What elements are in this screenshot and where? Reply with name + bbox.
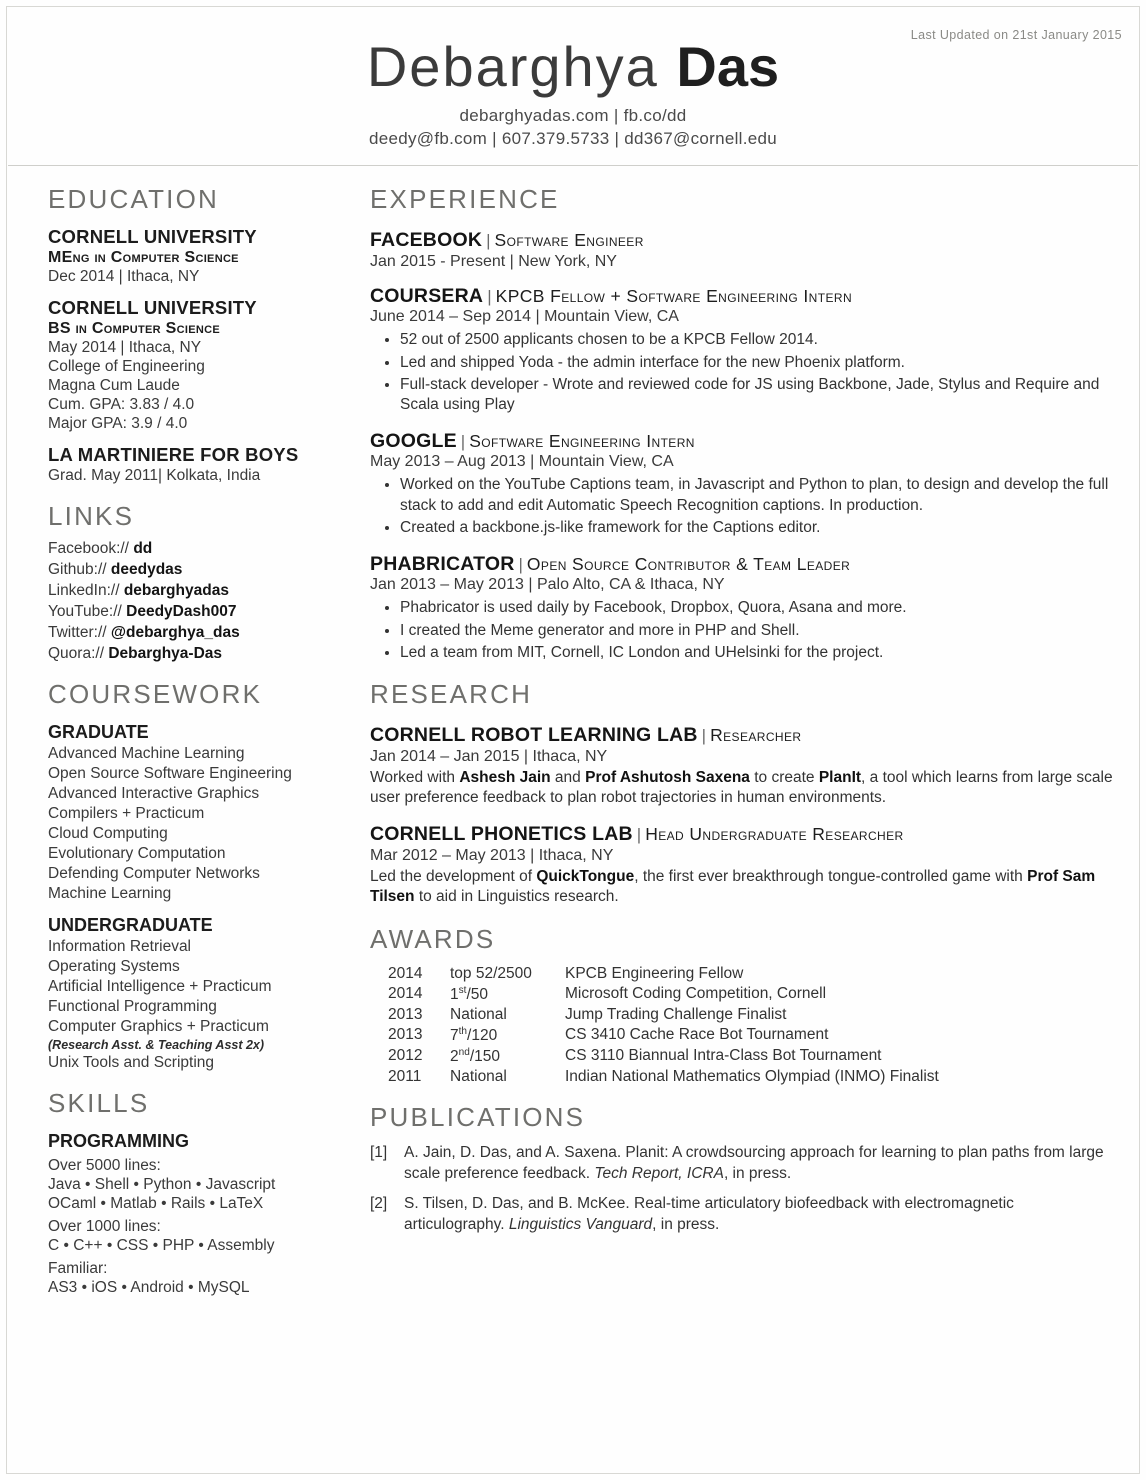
section-title-coursework: COURSEWORK — [48, 679, 263, 710]
section-title-research: RESEARCH — [370, 679, 533, 710]
link-handle: DeedyDash007 — [126, 603, 237, 621]
separator: | — [701, 726, 707, 746]
education-list — [48, 226, 326, 485]
research-heading — [370, 724, 1116, 746]
experience-heading — [370, 229, 1116, 251]
list-item: Evolutionary Computation — [48, 845, 226, 863]
education-detail: Magna Cum Laude — [48, 377, 180, 395]
award-rank: National — [450, 1068, 507, 1086]
list-item: Computer Graphics + Practicum — [48, 1018, 269, 1036]
experience-meta: Jan 2015 - Present | New York, NY — [370, 252, 617, 270]
experience-role: Software Engineering Intern — [469, 430, 695, 451]
education-detail: Grad. May 2011| Kolkata, India — [48, 467, 261, 485]
left-column — [48, 184, 348, 1297]
separator: | — [460, 431, 466, 451]
award-rank: 1st/50 — [450, 984, 489, 1003]
contact-line: deedy@fb.com | 607.379.5733 | dd367@cornell.edu — [368, 129, 778, 149]
experience-org: FACEBOOK — [370, 229, 483, 252]
coursework-graduate-label: GRADUATE — [48, 722, 149, 743]
research-role: Researcher — [710, 725, 802, 746]
experience-entry — [370, 285, 1116, 416]
list-item: Advanced Interactive Graphics — [48, 785, 260, 803]
link-handle: dd — [133, 540, 153, 558]
research-entry — [370, 823, 1116, 908]
list-item: Cloud Computing — [48, 825, 168, 843]
award-rank: 7th/120 — [450, 1025, 498, 1045]
list-item: Compilers + Practicum — [48, 805, 205, 823]
last-updated-text: Last Updated on 21st January 2015 — [910, 28, 1122, 42]
award-year: 2014 — [388, 984, 423, 1002]
experience-org: GOOGLE — [370, 429, 457, 452]
skill-group-items: Java • Shell • Python • Javascript — [48, 1176, 276, 1194]
research-role: Head Undergraduate Researcher — [645, 824, 904, 845]
research-heading — [370, 823, 1116, 845]
section-title-education: EDUCATION — [48, 184, 219, 215]
education-detail: Dec 2014 | Ithaca, NY — [48, 268, 200, 286]
list-item: • Led a team from MIT, Cornell, IC London and UHelsinki for the project. — [400, 643, 1116, 663]
education-detail: Cum. GPA: 3.83 / 4.0 — [48, 396, 195, 414]
resume-header — [8, 6, 1138, 166]
publications-list — [370, 1143, 1116, 1235]
award-rank: top 52/2500 — [450, 964, 532, 982]
table-row — [370, 1006, 1116, 1024]
table-row — [370, 1026, 1116, 1045]
skill-group-label: Over 5000 lines: — [48, 1157, 161, 1175]
award-year: 2011 — [388, 1068, 422, 1086]
link-handle: Debarghya-Das — [108, 645, 223, 663]
separator: | — [636, 825, 642, 845]
experience-bullets — [370, 475, 1116, 538]
experience-entry — [370, 553, 1116, 664]
education-school: LA MARTINIERE FOR BOYS — [48, 444, 299, 466]
link-service: Twitter:// — [48, 624, 107, 642]
skills-list — [48, 1157, 326, 1297]
experience-entry — [370, 229, 1116, 270]
experience-meta: Jan 2013 – May 2013 | Palo Alto, CA & Ithaca, NY — [370, 576, 725, 594]
skills-programming-label: PROGRAMMING — [48, 1131, 189, 1152]
list-item[interactable] — [48, 603, 326, 621]
award-year: 2014 — [388, 964, 423, 982]
list-item: • Full-stack developer - Wrote and reviewed code for JS using Backbone, Jade, Stylus and Require and Scala using Play — [400, 375, 1116, 416]
link-handle: @debarghya_das — [110, 624, 240, 642]
research-org: CORNELL PHONETICS LAB — [370, 823, 633, 846]
publication-citation: S. Tilsen, D. Das, and B. McKee. Real-time articulatory biofeedback with electromagnetic articulography. Linguistics Vanguard, in press. — [404, 1195, 1014, 1233]
list-item: • Phabricator is used daily by Facebook, Dropbox, Quora, Asana and more. — [400, 598, 1116, 618]
experience-heading — [370, 430, 1116, 452]
list-item: Unix Tools and Scripting — [48, 1054, 214, 1072]
experience-meta: June 2014 – Sep 2014 | Mountain View, CA — [370, 308, 679, 326]
education-school: CORNELL UNIVERSITY — [48, 297, 257, 319]
award-rank: 2nd/150 — [450, 1047, 500, 1066]
list-item: Operating Systems — [48, 958, 180, 976]
awards-table — [370, 965, 1116, 1086]
experience-meta: May 2013 – Aug 2013 | Mountain View, CA — [370, 453, 674, 471]
link-service: YouTube:// — [48, 603, 122, 621]
award-description: Indian National Mathematics Olympiad (INMO) Finalist — [565, 1068, 939, 1086]
section-title-awards: AWARDS — [370, 923, 496, 954]
experience-role: KPCB Fellow + Software Engineering Intern — [495, 285, 853, 306]
skill-group-items: OCaml • Matlab • Rails • LaTeX — [48, 1195, 264, 1213]
first-name: Debarghya — [366, 35, 659, 98]
link-service: Github:// — [48, 561, 107, 579]
section-title-links: LINKS — [48, 501, 135, 532]
award-description: Jump Trading Challenge Finalist — [565, 1005, 787, 1023]
list-item: • Worked on the YouTube Captions team, in Javascript and Python to plan, to design and develop the full stack to add and edit Automatic Speech Recognition captions. In production. — [400, 475, 1116, 516]
coursework-note: (Research Asst. & Teaching Asst 2x) — [48, 1038, 265, 1053]
link-handle: deedydas — [110, 561, 183, 579]
experience-org: COURSERA — [370, 284, 484, 307]
websites-line: debarghyadas.com | fb.co/dd — [459, 106, 687, 126]
right-column — [348, 184, 1116, 1297]
publication-number: [1] — [370, 1144, 388, 1162]
list-item: Defending Computer Networks — [48, 865, 260, 883]
table-row — [370, 1068, 1116, 1086]
award-year: 2013 — [388, 1005, 423, 1023]
link-service: Quora:// — [48, 645, 104, 663]
list-item — [370, 1143, 1116, 1184]
list-item[interactable] — [48, 561, 326, 579]
link-service: LinkedIn:// — [48, 582, 120, 600]
list-item: • I created the Meme generator and more in PHP and Shell. — [400, 621, 1116, 641]
education-entry — [48, 444, 326, 485]
separator: | — [487, 286, 492, 306]
skill-group-label: Over 1000 lines: — [48, 1218, 161, 1236]
last-name: Das — [676, 35, 780, 98]
skill-group-items: AS3 • iOS • Android • MySQL — [48, 1279, 250, 1297]
experience-bullets — [370, 330, 1116, 416]
education-detail: May 2014 | Ithaca, NY — [48, 339, 202, 357]
experience-heading — [370, 285, 1116, 307]
list-item — [370, 1194, 1116, 1235]
education-school: CORNELL UNIVERSITY — [48, 226, 257, 248]
link-handle: debarghyadas — [123, 582, 229, 600]
undergraduate-course-list — [48, 938, 326, 1072]
list-item[interactable] — [48, 624, 326, 642]
award-description: Microsoft Coding Competition, Cornell — [565, 984, 827, 1002]
list-item: • Created a backbone.js-like framework for the Captions editor. — [400, 518, 1116, 538]
list-item: Machine Learning — [48, 885, 172, 903]
education-degree: MEng in Computer Science — [48, 249, 239, 267]
list-item[interactable] — [48, 645, 326, 663]
education-detail: Major GPA: 3.9 / 4.0 — [48, 415, 188, 433]
research-meta: Jan 2014 – Jan 2015 | Ithaca, NY — [370, 747, 608, 765]
research-description: Worked with Ashesh Jain and Prof Ashutosh Saxena to create PlanIt, a tool which learns from large scale user preference feedback to plan robot trajectories in human environments. — [370, 768, 1113, 807]
experience-role: Software Engineer — [494, 230, 644, 251]
separator: | — [486, 231, 491, 251]
award-year: 2013 — [388, 1025, 423, 1043]
experience-entry — [370, 430, 1116, 539]
separator: | — [518, 554, 523, 574]
award-rank: National — [450, 1005, 507, 1023]
list-item: • Led and shipped Yoda - the admin interface for the new Phoenix platform. — [400, 353, 1116, 373]
list-item: Advanced Machine Learning — [48, 745, 245, 763]
publication-citation: A. Jain, D. Das, and A. Saxena. Planit: A crowdsourcing approach for learning to plan paths from large scale preference feedback. Tech Report, ICRA, in press. — [404, 1144, 1104, 1182]
experience-role: Open Source Contributor & Team Leader — [526, 553, 851, 574]
resume-body — [0, 166, 1146, 1297]
list-item: Artificial Intelligence + Practicum — [48, 978, 272, 996]
coursework-undergraduate-label: UNDERGRADUATE — [48, 915, 213, 936]
link-service: Facebook:// — [48, 540, 129, 558]
education-entry — [48, 297, 326, 433]
publication-number: [2] — [370, 1195, 388, 1213]
research-description: Led the development of QuickTongue, the first ever breakthrough tongue-controlled game with Prof Sam Tilsen to aid in Linguistics research. — [370, 867, 1096, 906]
award-year: 2012 — [388, 1047, 423, 1065]
links-list — [48, 540, 326, 663]
skill-group-label: Familiar: — [48, 1260, 108, 1278]
experience-bullets — [370, 598, 1116, 663]
experience-org: PHABRICATOR — [370, 552, 515, 575]
list-item[interactable] — [48, 582, 326, 600]
research-entry — [370, 724, 1116, 809]
research-meta: Mar 2012 – May 2013 | Ithaca, NY — [370, 846, 614, 864]
list-item[interactable] — [48, 540, 326, 558]
list-item: Functional Programming — [48, 998, 217, 1016]
table-row — [370, 965, 1116, 983]
award-description: CS 3410 Cache Race Bot Tournament — [565, 1025, 829, 1043]
award-description: KPCB Engineering Fellow — [565, 964, 744, 982]
education-detail: College of Engineering — [48, 358, 205, 376]
graduate-course-list — [48, 745, 326, 903]
table-row — [370, 985, 1116, 1004]
list-item: Open Source Software Engineering — [48, 765, 292, 783]
section-title-skills: SKILLS — [48, 1088, 150, 1119]
education-degree: BS in Computer Science — [48, 320, 220, 338]
award-description: CS 3110 Biannual Intra-Class Bot Tournament — [565, 1047, 882, 1065]
education-entry — [48, 226, 326, 286]
list-item: Information Retrieval — [48, 938, 192, 956]
skill-group-items: C • C++ • CSS • PHP • Assembly — [48, 1237, 275, 1255]
table-row — [370, 1047, 1116, 1066]
list-item: • 52 out of 2500 applicants chosen to be a KPCB Fellow 2014. — [400, 330, 1116, 350]
section-title-publications: PUBLICATIONS — [370, 1102, 586, 1133]
section-title-experience: EXPERIENCE — [370, 184, 560, 215]
experience-heading — [370, 553, 1116, 575]
research-org: CORNELL ROBOT LEARNING LAB — [370, 724, 698, 747]
